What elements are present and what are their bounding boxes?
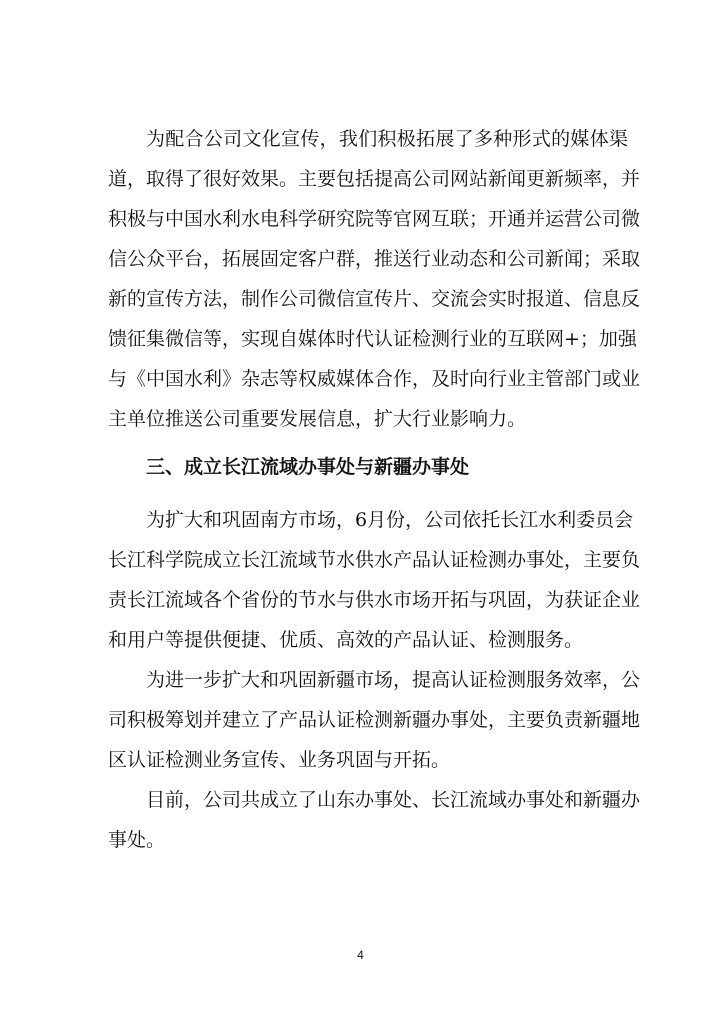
text-line: 新的宣传方法，制作公司微信宣传片、交流会实时报道、信息反 [108,288,641,310]
text-line: 为进一步扩大和巩固新疆市场，提高认证检测服务效率，公 [146,669,641,691]
text-line: 长江科学院成立长江流域节水供水产品认证检测办事处，主要负 [108,549,641,571]
section-heading: 三、成立长江流域办事处与新疆办事处 [146,456,470,478]
text-line: 目前，公司共成立了山东办事处、长江流域办事处和新疆办 [146,789,641,811]
text-line: 馈征集微信等，实现自媒体时代认证检测行业的互联网+；加强 [108,328,637,350]
text-line: 为配合公司文化宣传，我们积极拓展了多种形式的媒体渠 [146,128,628,150]
text-line: 为扩大和巩固南方市场，6月份，公司依托长江水利委员会 [146,509,634,531]
text-line: 事处。 [108,829,166,851]
text-line: 道，取得了很好效果。主要包括提高公司网站新闻更新频率，并 [108,168,641,190]
text-line: 积极与中国水利水电科学研究院等官网互联；开通并运营公司微 [108,208,641,230]
text-line: 司积极筹划并建立了产品认证检测新疆办事处，主要负责新疆地 [108,709,641,731]
text-line: 和用户等提供便捷、优质、高效的产品认证、检测服务。 [108,629,584,651]
text-line: 责长江流域各个省份的节水与供水市场开拓与巩固，为获证企业 [108,589,641,611]
page-number: 4 [357,948,364,962]
text-line: 与《中国水利》杂志等权威媒体合作，及时向行业主管部门或业 [108,368,641,390]
text-line: 主单位推送公司重要发展信息，扩大行业影响力。 [108,408,527,430]
text-line: 区认证检测业务宣传、业务巩固与开拓。 [108,749,451,771]
text-line: 信公众平台，拓展固定客户群，推送行业动态和公司新闻；采取 [108,248,641,270]
